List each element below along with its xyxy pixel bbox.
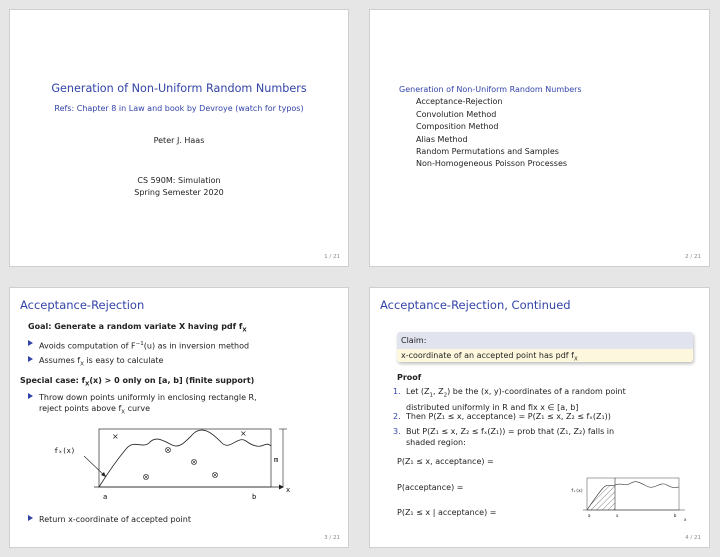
bullet-throw: [28, 392, 257, 419]
step-text-b: , Z: [433, 387, 444, 396]
goal-sub: X: [242, 327, 247, 334]
bullet-triangle-icon: [28, 356, 33, 362]
b-label: b: [674, 513, 677, 518]
claim-text: x-coordinate of an accepted point has pdf f: [401, 351, 574, 360]
slide-1-refs: Refs: Chapter 8 in Law and book by Devroye (watch for typos): [54, 104, 304, 113]
superscript: −1: [135, 341, 144, 347]
bullet-avoids: [28, 339, 249, 352]
bullet-text-rest: curve: [125, 404, 151, 413]
slide-1-course: CS 590M: Simulation: [137, 176, 221, 185]
proof-label: Proof: [397, 373, 422, 382]
step-number: 3.: [393, 427, 401, 436]
b-label: b: [252, 493, 257, 501]
a-label: a: [588, 513, 591, 518]
shaded-region-plot: [571, 473, 689, 528]
slide-1-author: Peter J. Haas: [153, 136, 205, 145]
page-number: 2 / 21: [685, 254, 701, 260]
slide-acceptance-rejection-continued: [369, 287, 710, 548]
outline-item: Random Permutations and Samples: [416, 147, 559, 157]
goal-main: Goal: Generate a random variate X having pdf f: [28, 322, 243, 331]
subscript: X: [80, 361, 84, 368]
outline-item: Acceptance-Rejection: [416, 97, 503, 107]
fx-label: fₓ(x): [54, 447, 76, 455]
x-label: x: [286, 486, 291, 494]
outline: [399, 84, 582, 171]
step-text-c: ) be the (x, y)-coordinates of a random point: [447, 387, 626, 396]
x-marker-label: x: [616, 513, 619, 518]
fx-label: fₓ(x): [571, 488, 584, 493]
frame-title: Acceptance-Rejection, Continued: [380, 298, 571, 312]
accepted-point-icon: [165, 447, 170, 452]
subscript: X: [121, 409, 126, 416]
bullet-text: Avoids computation of F: [39, 341, 136, 351]
m-label: m: [274, 456, 279, 464]
step-text: Then P(Z₁ ≤ x, acceptance) = P(Z₁ ≤ x, Z₂ ≤ fₓ(Z₁)): [406, 412, 611, 421]
slide-acceptance-rejection: [9, 287, 349, 548]
rejected-point-icon: ×: [240, 429, 247, 438]
claim-body: [397, 349, 693, 362]
bullet-text-rest: is easy to calculate: [83, 356, 164, 365]
page-number: 4 / 21: [685, 535, 701, 541]
bullet-triangle-icon: [28, 393, 33, 399]
step-text-2: distributed uniformly in R and fix x ∈ [a, b]: [406, 402, 579, 412]
accepted-point-icon: [143, 474, 148, 479]
special-text: Special case: f: [20, 376, 86, 385]
proof-step-2: [393, 411, 693, 422]
bullet-text: Assumes f: [39, 356, 81, 365]
equation-joint: P(Z₁ ≤ x, acceptance) =: [397, 457, 494, 466]
subscript: X: [85, 381, 90, 388]
special-text-rest: (x) > 0 only on [a, b] (finite support): [89, 376, 255, 385]
step-number: 1.: [393, 387, 401, 396]
frame-title: Acceptance-Rejection: [20, 298, 145, 312]
rejected-point-icon: ×: [112, 432, 119, 441]
claim-block: [397, 332, 693, 362]
page-number: 1 / 21: [324, 254, 340, 260]
outline-item: Composition Method: [416, 122, 499, 132]
outline-item: Alias Method: [416, 134, 468, 144]
bullet-text: Throw down points uniformly in enclosing rectangle R,: [39, 393, 257, 402]
claim-heading: Claim:: [397, 332, 693, 349]
bullet-text-rest: (u) as in inversion method: [143, 341, 250, 351]
outline-item: Non-Homogeneous Poisson Processes: [416, 159, 568, 169]
subscript: X: [573, 356, 578, 362]
bullet-triangle-icon: [28, 340, 33, 346]
slide-1-semester: Spring Semester 2020: [134, 188, 224, 197]
step-number: 2.: [393, 412, 401, 421]
bullet-text-2: reject points above f: [39, 404, 122, 413]
accepted-point-icon: [212, 472, 217, 477]
accepted-point-icon: [191, 459, 196, 464]
slide-outline: [369, 9, 710, 267]
bullet-text: Return x-coordinate of accepted point: [39, 515, 191, 524]
proof-step-1: 1. Let ($Z_1$, $Z_2$) be the (x, y)-coordinates of a random point distributed uniformly in R and fix x ∈ [a, b]: [393, 387, 626, 412]
equation-conditional: P(Z₁ ≤ x | acceptance) =: [397, 508, 497, 517]
outline-heading: Generation of Non-Uniform Random Numbers: [399, 85, 582, 94]
a-label: a: [103, 493, 108, 501]
pdf-curve: [99, 430, 271, 487]
bullet-triangle-icon: [28, 515, 33, 521]
rejection-diagram: [54, 421, 304, 506]
bullet-return: [28, 514, 191, 525]
slide-1-title: Generation of Non-Uniform Random Numbers: [51, 82, 307, 95]
slide-title: [9, 9, 349, 267]
shaded-region: [587, 485, 615, 510]
step-text: But P(Z₁ ≤ x, Z₂ ≤ fₓ(Z₁)) = prob that (Z₁, Z₂) falls in: [406, 427, 615, 436]
bullet-assumes: [28, 355, 163, 371]
outline-item: Convolution Method: [416, 109, 497, 119]
axis-label: x: [684, 517, 687, 522]
special-case: [20, 376, 254, 388]
proof-step-3: [393, 426, 693, 448]
page-number: 3 / 21: [324, 535, 340, 541]
goal-text: [28, 322, 247, 334]
step-text-2: shaded region:: [406, 438, 466, 447]
equation-acceptance: P(acceptance) =: [397, 483, 464, 492]
step-text: Let (Z: [406, 387, 430, 396]
